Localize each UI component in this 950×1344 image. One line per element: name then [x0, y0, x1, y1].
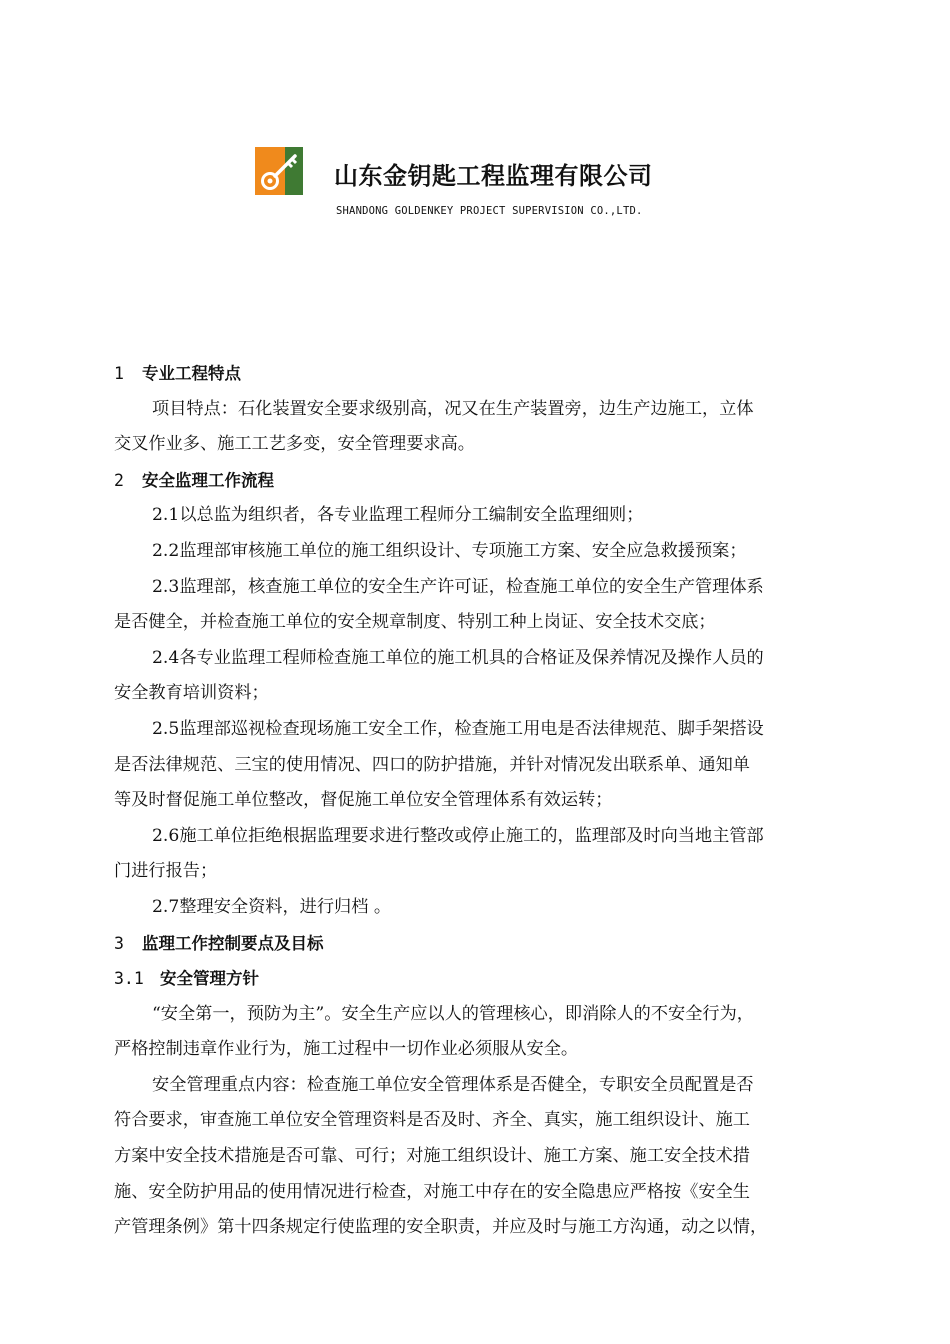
section-title: 监理工作控制要点及目标: [142, 933, 324, 953]
list-item: 2.1以总监为组织者，各专业监理工程师分工编制安全监理细则；: [152, 505, 644, 526]
list-item: 2.2监理部审核施工单位的施工组织设计、专项施工方案、安全应急救援预案；: [152, 540, 747, 561]
list-item: 2.5监理部巡视检查现场施工安全工作，检查施工用电是否法律规范、脚手架搭设: [152, 718, 764, 739]
paragraph-line: 安全管理重点内容：检查施工单位安全管理体系是否健全，专职安全员配置是否: [152, 1074, 754, 1095]
section-heading: [114, 356, 846, 392]
paragraph-line: 项目特点：石化装置安全要求级别高，况又在生产装置旁，边生产边施工，立体: [152, 398, 754, 419]
paragraph-line: 施、安全防护用品的使用情况进行检查，对施工中存在的安全隐患应严格按《安全生: [114, 1181, 750, 1202]
letterhead: [0, 0, 950, 240]
company-name-en: SHANDONG GOLDENKEY PROJECT SUPERVISION CO.,LTD.: [336, 205, 643, 217]
subsection-heading: [114, 961, 846, 997]
section-title: 专业工程特点: [142, 364, 241, 383]
paragraph-line: 严格控制违章作业行为，施工过程中一切作业必须服从安全。: [114, 1039, 579, 1060]
document-body: [114, 356, 846, 1246]
list-item: 2.6施工单位拒绝根据监理要求进行整改或停止施工的，监理部及时向当地主管部: [152, 825, 764, 846]
list-item-continuation: 是否健全，并检查施工单位的安全规章制度、特别工种上岗证、安全技术交底；: [114, 612, 716, 633]
list-item: 2.3监理部，核查施工单位的安全生产许可证，检查施工单位的安全生产管理体系: [152, 576, 764, 597]
list-item-continuation: 等及时督促施工单位整改，督促施工单位安全管理体系有效运转；: [114, 790, 613, 811]
section-title: 安全监理工作流程: [142, 470, 274, 490]
section-number: 3: [114, 933, 124, 953]
section-heading: [114, 926, 846, 962]
section-number: 2: [114, 470, 124, 490]
section-number: 1: [114, 364, 124, 383]
paragraph-line: 交叉作业多、施工工艺多变，安全管理要求高。: [114, 434, 475, 455]
list-item-continuation: 安全教育培训资料；: [114, 683, 269, 704]
golden-key-logo: [255, 147, 303, 195]
section-heading: [114, 463, 846, 499]
list-item: 2.4各专业监理工程师检查施工单位的施工机具的合格证及保养情况及操作人员的: [152, 647, 764, 668]
list-item: 2.7整理安全资料，进行归档 。: [152, 896, 392, 917]
list-item-continuation: 门进行报告；: [114, 861, 218, 882]
subsection-number: 3.1: [114, 969, 144, 989]
list-item-continuation: 是否法律规范、三宝的使用情况、四口的防护措施，并针对情况发出联系单、通知单: [114, 754, 750, 775]
paragraph-line: 方案中安全技术措施是否可靠、可行；对施工组织设计、施工方案、施工安全技术措: [114, 1146, 750, 1167]
subsection-title: 安全管理方针: [160, 969, 259, 989]
paragraph-line: 符合要求，审查施工单位安全管理资料是否及时、齐全、真实，施工组织设计、施工: [114, 1110, 750, 1131]
paragraph-line: 产管理条例》第十四条规定行使监理的安全职责，并应及时与施工方沟通，动之以情，: [114, 1217, 768, 1238]
paragraph-line: “安全第一，预防为主”。安全生产应以人的管理核心，即消除人的不安全行为，: [152, 1003, 754, 1024]
company-name-cn: 山东金钥匙工程监理有限公司: [334, 162, 653, 190]
